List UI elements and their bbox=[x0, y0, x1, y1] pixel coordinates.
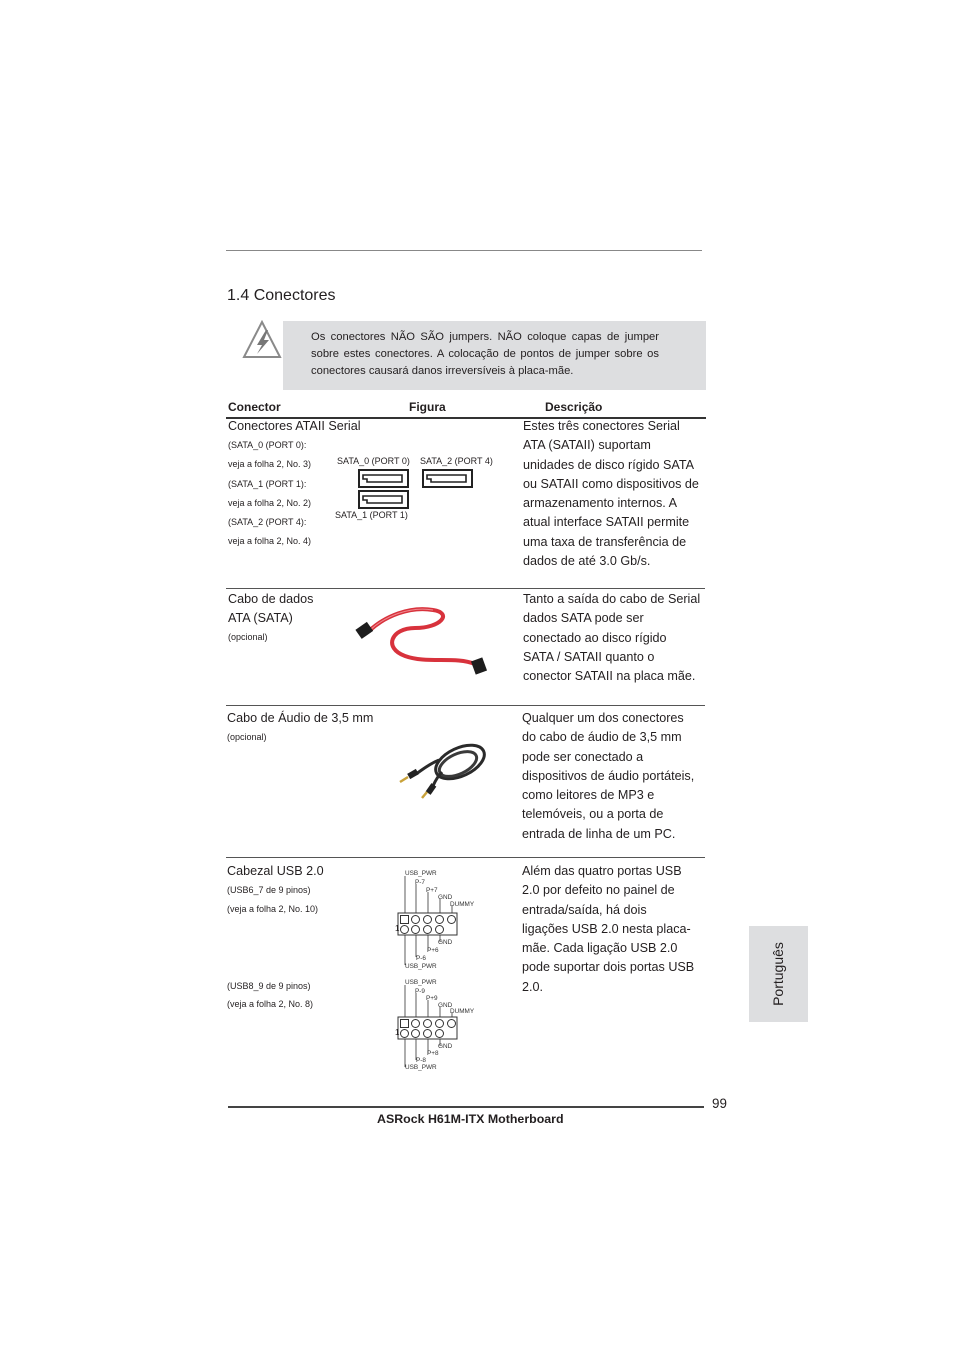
row-sata-name: Conectores ATAII Serial bbox=[228, 419, 361, 433]
note-line: (veja a folha 2, No. 8) bbox=[227, 998, 314, 1009]
pin bbox=[411, 925, 420, 934]
pin bbox=[400, 1019, 409, 1028]
row-sata-cable-note: (opcional) bbox=[228, 632, 268, 642]
desc-line: entrada/saída, há dois bbox=[522, 902, 647, 917]
name-line: Cabo de dados bbox=[228, 592, 314, 606]
desc-line: ou SATAII como dispositivos de bbox=[523, 476, 699, 491]
section-title: 1.4 Conectores bbox=[227, 287, 336, 304]
sata-port4-label: SATA_2 (PORT 4) bbox=[420, 456, 493, 466]
note-line: (SATA_0 (PORT 0): bbox=[228, 440, 307, 450]
desc-line: dispositivos de áudio portáteis, bbox=[522, 768, 695, 783]
col-header-connector: Conector bbox=[228, 400, 281, 414]
pin-one-marker: 1 bbox=[395, 1028, 400, 1037]
sata-port0-label: SATA_0 (PORT 0) bbox=[337, 456, 410, 466]
desc-line: Estes três conectores Serial bbox=[523, 419, 680, 433]
row-sata-description bbox=[523, 417, 699, 571]
pin-label: P+7 bbox=[426, 887, 438, 894]
desc-line: Tanto a saída do cabo de Serial bbox=[523, 592, 701, 606]
desc-line: dados SATA pode ser bbox=[523, 611, 644, 626]
desc-line: unidades de disco rígido SATA bbox=[523, 457, 695, 472]
desc-line: telemóveis, ou a porta de bbox=[522, 807, 664, 822]
pin-label: P-9 bbox=[415, 988, 425, 995]
footer-rule bbox=[228, 1106, 704, 1108]
audio-cable-image bbox=[394, 722, 494, 805]
note-line: veja a folha 2, No. 3) bbox=[228, 459, 312, 470]
desc-line: conector SATAII na placa mãe. bbox=[523, 669, 696, 684]
note-line: (USB8_9 de 9 pinos) bbox=[227, 981, 311, 991]
desc-line: SATA / SATAII quanto o bbox=[523, 649, 655, 664]
language-tab-label: Português bbox=[770, 942, 786, 1006]
pin-label: P-8 bbox=[416, 1057, 426, 1064]
col-header-figure: Figura bbox=[409, 400, 446, 414]
pin bbox=[423, 915, 432, 924]
pin bbox=[400, 915, 409, 924]
pin-label: USB_PWR bbox=[405, 963, 437, 970]
sata-cable-image bbox=[355, 598, 490, 681]
row-usb-name: Cabezal USB 2.0 bbox=[227, 864, 324, 878]
pin bbox=[400, 1029, 409, 1038]
pin-label: P+8 bbox=[427, 1050, 439, 1057]
row-sata-notes bbox=[228, 436, 311, 552]
row-audio-cable-description bbox=[522, 709, 694, 844]
pin bbox=[435, 925, 444, 934]
desc-line: pode ser conectado a bbox=[522, 749, 644, 764]
pin-label: DUMMY bbox=[450, 1008, 475, 1015]
pin-label: P+6 bbox=[427, 947, 439, 954]
note-line: (SATA_2 (PORT 4): bbox=[228, 517, 307, 528]
warning-icon bbox=[242, 320, 282, 365]
usb-header-diagram-b bbox=[395, 979, 485, 1075]
row-divider bbox=[226, 857, 705, 858]
desc-line: ligações USB 2.0 nesta placa- bbox=[522, 921, 691, 936]
pin bbox=[435, 1029, 444, 1038]
pin bbox=[423, 1019, 432, 1028]
row-usb-notes-b bbox=[227, 978, 313, 1013]
language-side-tab bbox=[749, 926, 808, 1022]
pin-label: P-6 bbox=[416, 955, 426, 962]
row-audio-cable-note: (opcional) bbox=[227, 732, 267, 742]
sata-connectors-figure bbox=[358, 469, 474, 516]
pin-label: P+9 bbox=[426, 995, 438, 1002]
pin bbox=[423, 1029, 432, 1038]
page-number: 99 bbox=[712, 1096, 727, 1111]
warning-text: Os conectores NÃO SÃO jumpers. NÃO coloque capas de jumper sobre estes conectores. A colocação de pontos de jumper sobre os conectores causará danos irreversíveis à placa-mãe. bbox=[311, 331, 659, 377]
pin-label: USB_PWR bbox=[405, 979, 437, 986]
desc-line: dados de até 3.0 Gb/s. bbox=[523, 554, 651, 569]
desc-line: entrada de linha de um PC. bbox=[522, 826, 676, 841]
desc-line: 2.0. bbox=[522, 979, 544, 994]
pin bbox=[435, 1019, 444, 1028]
desc-line: conectado ao disco rígido bbox=[523, 630, 667, 645]
row-divider bbox=[226, 588, 705, 589]
pin-label: GND bbox=[438, 939, 453, 946]
note-line: (SATA_1 (PORT 1): bbox=[228, 478, 307, 489]
pin-label: USB_PWR bbox=[405, 870, 437, 877]
pin bbox=[423, 925, 432, 934]
pin bbox=[435, 915, 444, 924]
note-line: veja a folha 2, No. 4) bbox=[228, 536, 312, 547]
row-usb-notes-a bbox=[227, 881, 318, 920]
pin bbox=[447, 915, 456, 924]
pin bbox=[447, 1019, 456, 1028]
top-rule bbox=[226, 250, 702, 251]
row-divider bbox=[226, 705, 705, 706]
desc-line: ATA (SATAII) suportam bbox=[523, 438, 651, 453]
desc-line: uma taxa de transferência de bbox=[523, 534, 687, 549]
pin-label: USB_PWR bbox=[405, 1064, 437, 1071]
row-sata-cable-description bbox=[523, 590, 700, 686]
name-line: ATA (SATA) bbox=[228, 611, 293, 626]
pin-one-marker: 1 bbox=[395, 924, 400, 933]
pin bbox=[411, 915, 420, 924]
pin bbox=[400, 925, 409, 934]
desc-line: mãe. Cada ligação USB 2.0 bbox=[522, 941, 678, 956]
pin-label: DUMMY bbox=[450, 901, 475, 908]
desc-line: do cabo de áudio de 3,5 mm bbox=[522, 730, 682, 745]
pin-label: GND bbox=[438, 1002, 453, 1009]
desc-line: Além das quatro portas USB bbox=[522, 864, 682, 878]
note-line: (veja a folha 2, No. 10) bbox=[227, 904, 319, 915]
row-usb-description bbox=[522, 862, 694, 997]
row-sata-cable-name bbox=[228, 590, 313, 629]
pin-label: GND bbox=[438, 1043, 453, 1050]
desc-line: armazenamento internos. A bbox=[523, 496, 678, 511]
pin-label: GND bbox=[438, 894, 453, 901]
pin-label: P-7 bbox=[415, 879, 425, 886]
note-line: veja a folha 2, No. 2) bbox=[228, 497, 312, 508]
sata-port1-label: SATA_1 (PORT 1) bbox=[335, 510, 408, 520]
desc-line: pode suportar dois portas USB bbox=[522, 960, 695, 975]
desc-line: atual interface SATAII permite bbox=[523, 515, 690, 530]
pin bbox=[411, 1019, 420, 1028]
desc-line: Qualquer um dos conectores bbox=[522, 711, 684, 725]
usb-header-diagram-a bbox=[395, 870, 485, 974]
row-audio-cable-name: Cabo de Áudio de 3,5 mm bbox=[227, 711, 374, 725]
note-line: (USB6_7 de 9 pinos) bbox=[227, 885, 311, 895]
col-header-description: Descrição bbox=[545, 400, 603, 414]
desc-line: como leitores de MP3 e bbox=[522, 788, 655, 803]
footer-product: ASRock H61M-ITX Motherboard bbox=[377, 1112, 564, 1126]
desc-line: 2.0 por defeito no painel de bbox=[522, 883, 675, 898]
pin bbox=[411, 1029, 420, 1038]
